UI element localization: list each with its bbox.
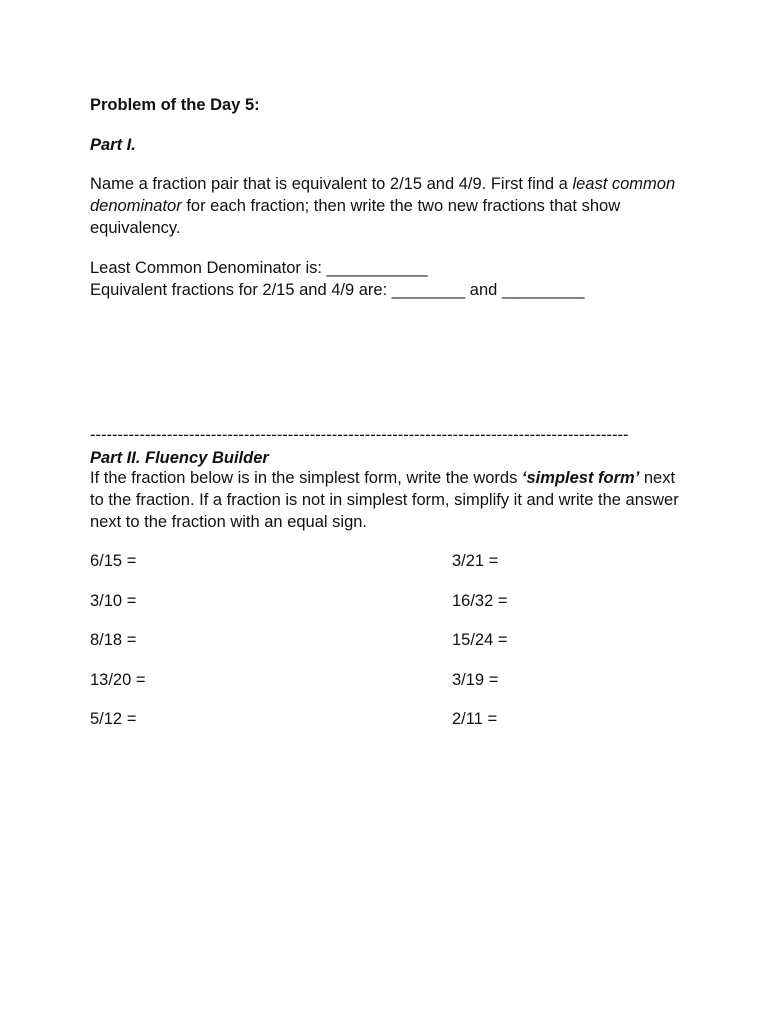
fraction-problem: 3/21 = (452, 552, 499, 570)
fraction-problem: 16/32 = (452, 591, 508, 610)
fraction-problem: 3/19 = (452, 670, 499, 689)
fraction-problem: 5/12 = (90, 710, 137, 728)
problem-row (90, 708, 690, 748)
problem-row (90, 629, 690, 669)
fraction-problem: 8/18 = (90, 631, 137, 649)
part1-instructions-text-1: Name a fraction pair that is equivalent to 2/15 and 4/9. First find a (90, 175, 573, 193)
part2-instructions-text-3: next to the fraction. If a fraction is not in simplest form, simplify it and write the answer next to the fraction with an equal sign. (90, 469, 679, 531)
problem-row (90, 550, 690, 590)
part2-instructions-bold-italic: ‘simplest form’ (521, 469, 640, 487)
fraction-problem: 15/24 = (452, 631, 508, 649)
part1-heading: Part I. (90, 136, 136, 154)
part1-instructions (90, 173, 690, 239)
problem-row (90, 590, 690, 630)
fraction-problem-grid (90, 550, 690, 748)
fraction-problem: 6/15 = (90, 552, 137, 570)
page-title: Problem of the Day 5: (90, 96, 260, 114)
part2-heading: Part II. Fluency Builder (90, 449, 269, 467)
equivalent-fractions-prompt: Equivalent fractions for 2/15 and 4/9 are: ________ and _________ (90, 281, 585, 299)
part2-instructions-text-1: If the fraction below is in the simplest form, write the words (90, 469, 522, 487)
fraction-problem: 3/10 = (90, 591, 137, 610)
section-divider: -------------------------------------------------------------------------------------------------- (90, 426, 629, 444)
part1-instructions-text-3: for each fraction; then write the two new fractions that show equivalency. (90, 197, 621, 237)
fraction-problem: 13/20 = (90, 670, 146, 689)
lcd-prompt: Least Common Denominator is: ___________ (90, 259, 428, 277)
part2-instructions (90, 467, 690, 533)
fraction-problem: 2/11 = (452, 710, 498, 728)
problem-row (90, 669, 690, 709)
part1-instructions-italic: least common denominator (90, 175, 676, 215)
